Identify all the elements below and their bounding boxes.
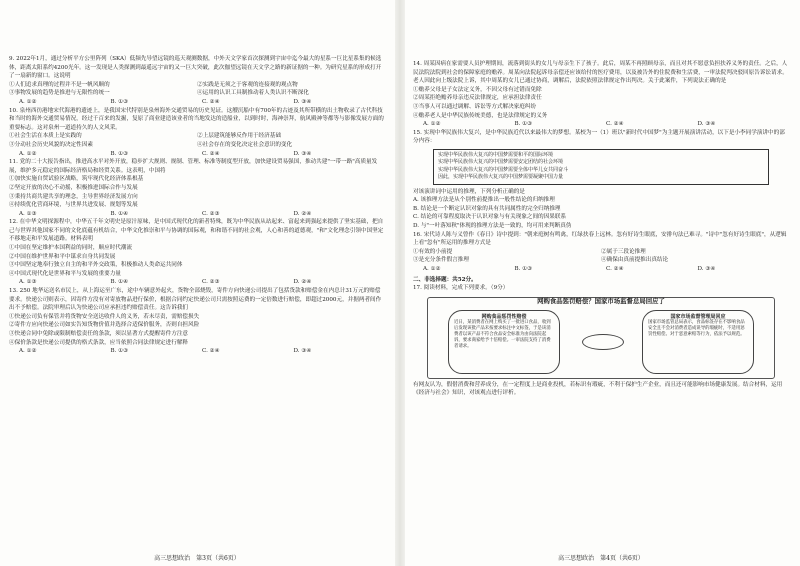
- bubble-text: 国家市场监管总局表示，食品标签存在不影响食品安全且不会对消费者造成误导的瑕疵时，不适用惩罚性赔偿。对于恶意索赔等行为，依法予以规范。: [648, 319, 745, 337]
- exam-page-4: [413, 60, 789, 550]
- diagram-title: 网购食品惩罚赔偿？国家市场监督总局回应了: [537, 296, 665, 305]
- option: ②属于三段论推理: [601, 248, 646, 255]
- question-16: [413, 231, 789, 274]
- question-prompt: 有网友认为，假借消费和营养成分，在一定程度上是商业投机，若标识有瑕疵，不利于保护生产企业，而且还可能影响市场健康发展。结合材料，运用《经济与社会》知识，对该观点进行评析。: [413, 381, 783, 397]
- choice: D. ③④: [293, 98, 312, 105]
- option: ③当事人可以通过调解、诉讼等方式解决家庭纠纷: [413, 103, 537, 110]
- option: ④确保由真前提推出真结论: [601, 257, 669, 264]
- option: ④保价条款是快递公司提供的格式条款，应当依照合同法律规定进行解释: [9, 339, 189, 346]
- section-heading: 二、非选择题：共52分。: [413, 276, 477, 283]
- speech-line: 因此，实现中华民族伟大复兴的中国梦需要凝聚中国力量: [438, 174, 564, 181]
- material-bubble-left: [448, 310, 560, 374]
- option: ②坚定开放的决心不动摇，积极推进国际合作与发展: [9, 184, 138, 191]
- choice: D. ③④: [697, 121, 716, 128]
- question-14: [413, 60, 789, 129]
- option: ①中国在坚定维护本国利益的同时，顺应时代潮流: [9, 245, 133, 252]
- option: ③分动社会历史风貌的决定性因素: [9, 141, 93, 148]
- choice: C. ②④: [202, 150, 220, 157]
- choice: C. ②④: [202, 348, 220, 355]
- question-17: [413, 284, 789, 398]
- choice: A. ①②: [423, 265, 441, 272]
- page-footer-left: 高三思想政治 第3页（共6页）: [154, 555, 240, 562]
- option: D. 与"一叶落知秋"体现的推理方法是一致的，均可用来判断真伪: [413, 222, 572, 229]
- choice: A. ①③: [19, 279, 37, 286]
- choice: A. ①③: [19, 210, 37, 217]
- question-11: [9, 158, 385, 218]
- choice: A. ①②: [19, 150, 37, 157]
- question-9: [9, 55, 385, 107]
- material-diagram: [427, 297, 775, 379]
- choice: D. ③④: [293, 348, 312, 355]
- option: ①赡养父母是子女法定义务，不因父母有过错而免除: [413, 86, 542, 93]
- option: ④运用的认识工具制推动着人类认识不断深化: [197, 90, 309, 97]
- choice: A. ①②: [423, 121, 441, 128]
- choice: B. ①③: [514, 265, 533, 272]
- option: ①有效的小前提: [413, 248, 453, 255]
- question-stem: 15. 实现中华民族伟大复兴，是中华民族近代以来最伟大的梦想。某校为一（1）班以"新时代中国梦"为主题开展演讲活动，以下是小李同学演讲中的部分内容：: [413, 129, 785, 145]
- option: ②实践是无须之于客观的连接观的观点物: [197, 81, 298, 88]
- option: ③秉持共商共建共享的理念，主导世界经济发展方向: [9, 193, 138, 200]
- speech-line: 实现中华民族伟大复兴的中国梦需要全体中华儿女共同奋斗: [438, 166, 569, 173]
- bubble-title: 国家市场监督管理局回应: [670, 313, 726, 320]
- choice: A. ①②: [19, 98, 37, 105]
- option: ②周某拒绝赡养母亲违反法律规定，应承担法律责任: [413, 95, 542, 102]
- question-stem: 9. 2022年1月，通过分析平方公里阵列（SKA）低频先导望远镜的巡天观测数据，中外天文学家首次探测到宇宙中迄今最大的星系一巨比星系集的候选体，距离太阳系约4200光年。这一发现是人类探测到最遥远宇宙的又一巨大突破，此次伽望远镜在天文学之路的新证据的一种。为研究星系的形成打开了一扇新的窗口。这说明: [9, 56, 382, 80]
- choice: C. ②④: [202, 98, 220, 105]
- question-stem: 11. 党的二十大报告指出，推进高水平对外开放，稳步扩大规则、规制、管理、标准等制度型开放，加快建设贸易强国，推动共建"一带一路"高质量发展，维护多元稳定的国际经济格局和经贸关系。这表明，中国将: [9, 159, 378, 174]
- option: ④持续优化营商环境，与世界共进发展、规划等发展: [9, 202, 138, 209]
- bubble-title: 网购食品惩罚性赔偿: [481, 313, 527, 320]
- option: ③是充分条件假言推理: [413, 257, 469, 264]
- choice: D. ②④: [293, 210, 312, 217]
- exam-page-3: [9, 55, 385, 545]
- choice: A. ①②: [19, 348, 37, 355]
- option: ②中国在维护世界和平中谋求自身共同发展: [9, 253, 116, 260]
- page-footer-right: 高三思想政治 第4页（共6页）: [558, 555, 644, 562]
- speech-line: 实现中华民族伟大复兴的中国梦需要和平的国际环境: [438, 151, 554, 158]
- option: ③快递合同中免除或限制赔偿责任的条款，须以显著方式提醒寄件方注意: [9, 331, 189, 337]
- choice: C. ②④: [606, 265, 624, 272]
- question-15: [413, 129, 789, 231]
- option: ④社会存在的变化决定社会意识的变化: [197, 141, 293, 148]
- option: A. 该推理方法是从个别性前提推出一般性结论的归纳推理: [413, 197, 555, 204]
- question-stem: 10. 泉州西彷港地宋代海港的遗迹上，是我国宋代特别是泉州海外交通贸易的历史见证。这艘沉船中有700年的古迹及其所带横的出土物收录了古代科技和当时的海外交通贸易情况，经过千百来的发掘，复原了商业建造该业者的当地发达的造船业，以到时时，海神崇拜，航风殿神等都等与影像发展方面的重要标志。这对泉州一道道持久的人文风采。: [9, 107, 384, 131]
- choice: B. ①③: [110, 150, 129, 157]
- choice: B. ①④: [110, 279, 129, 286]
- question-13: [9, 287, 385, 356]
- choice: C. ②③: [202, 279, 220, 286]
- option: B. 结论是一个断定认识对象的具有共同属性的完全归纳推理: [413, 205, 561, 212]
- option: ④赡养老人是中华民族传统美德，也是法律规定的义务: [413, 112, 548, 119]
- option: ①快递公司负有保管并将货物安全送达收件人的义务，若未尽责，需赔偿损失: [9, 313, 200, 320]
- question-stem: 14. 周某因病在家需要人员护理期间，流落到街头的女儿与母亲生下了孩子。此后，周某不再照顾母亲，而且对其不愿意负担扶养义务的责任。之后，人民法院法院到社会的保障家庭的赡养。周某向法院起诉母亲偿还应该给付的医疗费用，以及被告外的住院费和生活费，一审法院判决驳回原告诉讼请求。老人因此向上级法院上诉，其中周某的女儿已通过协商，调解后，法院依照法律规定作出判决。关于此案件，下列说法正确的是: [413, 61, 788, 85]
- choice: B. ①③: [110, 348, 129, 355]
- option: ②上层建筑能够反作用于经济基础: [197, 133, 281, 140]
- option: ①社会生活在本质上是实践的: [9, 133, 82, 140]
- speech-line: 实现中华民族伟大复兴的中国梦需要安定团结的社会环境: [438, 159, 564, 166]
- option: ③中国坚定地奉行独立自主的和平外交政策，积极推动人类命运共同体: [9, 262, 183, 269]
- question-stem: 13. 250 地华运送名市民上，从上海运至广东，途中车辆意外起火，货物全部烧毁，寄件方向快递公司提出了包括货款和赔偿金在内总计31万元的赔偿要求。快递公司则表示，因寄件方没有对寄放物品进行保价，根据合同约定快递公司只需按照运费的一定倍数进行赔偿，即超过2000元，并据两者间作出不予赔偿。法院审理后认为快递公司应承担违约赔偿责任。这告诉我们: [9, 288, 382, 312]
- option: ④中国式现代化是世界和平与发展的重要力量: [9, 270, 121, 277]
- question-10: [9, 107, 385, 159]
- question-prompt: 对该演讲词中运用的推理，下列分析正确的是: [413, 188, 525, 195]
- material-bubble-right: [642, 310, 754, 374]
- option: ②寄件方应向快递公司如实告知货物价值并选择合适保价服务，否则自担风险: [9, 322, 200, 329]
- choice: C. ②④: [606, 121, 624, 128]
- bubble-text: 近日，某消费者在网上购买了一批进口食品，收到后发现该批产品未按要求标注中文标签，于是该消费者以该产品不符合食品安全标准为由向法院起诉，要求商家给予十倍赔偿。一审法院支持了消费者请求。: [454, 319, 551, 349]
- option: ①加快实施自贸试验区战略，筑牢现代化经济体系根基: [9, 176, 144, 183]
- option: ①人们追求真理的过程并不是一帆风顺的: [9, 81, 110, 88]
- option: C. 结论的可靠程度取决于认识对象与有关现象之间的因果联系: [413, 214, 567, 221]
- choice: B. ①③: [110, 98, 129, 105]
- question-stem: 17. 阅读材料，完成下列要求。（9分）: [413, 285, 509, 292]
- option: ③事物发展的趋势是推进与无限性的统一: [9, 90, 110, 97]
- choice: D. ②④: [293, 279, 312, 286]
- question-12: [9, 218, 385, 287]
- page-fold: [395, 0, 405, 566]
- connector-ellipse: [582, 334, 624, 350]
- choice: D. ③④: [293, 150, 312, 157]
- question-stem: 12. 在中华文明探源程中，中华五千年文明史是原汁原味，是中国式现代化的新者特殊，既为中华民族从站起来、富起来到强起来提供了坚实基础，把自己与世界其他国家不同的文化底蕴有机结合，中华文化推崇和平与协调的国际观，和和谐不同的社会观，人心和善的道德观，"和"文化理念引领中国坚定不移地走和平发展道路。材料表明: [9, 219, 384, 243]
- question-stem: 16. 宋代诗人陈与义曾作《春日》诗中提到："朝来庭树有鸣禽，红绿扶春上远林。忽有好诗生眼底，安排句法已难寻。"诗中"忽有好诗生眼底"，从逻辑上看"忽有"所运用的推理方式是: [413, 231, 787, 247]
- choice: C. ②③: [202, 210, 220, 217]
- choice: D. ③④: [697, 265, 716, 272]
- choice: B. ①④: [110, 210, 129, 217]
- choice: B. ①③: [514, 121, 533, 128]
- speech-excerpt-box: [433, 149, 769, 185]
